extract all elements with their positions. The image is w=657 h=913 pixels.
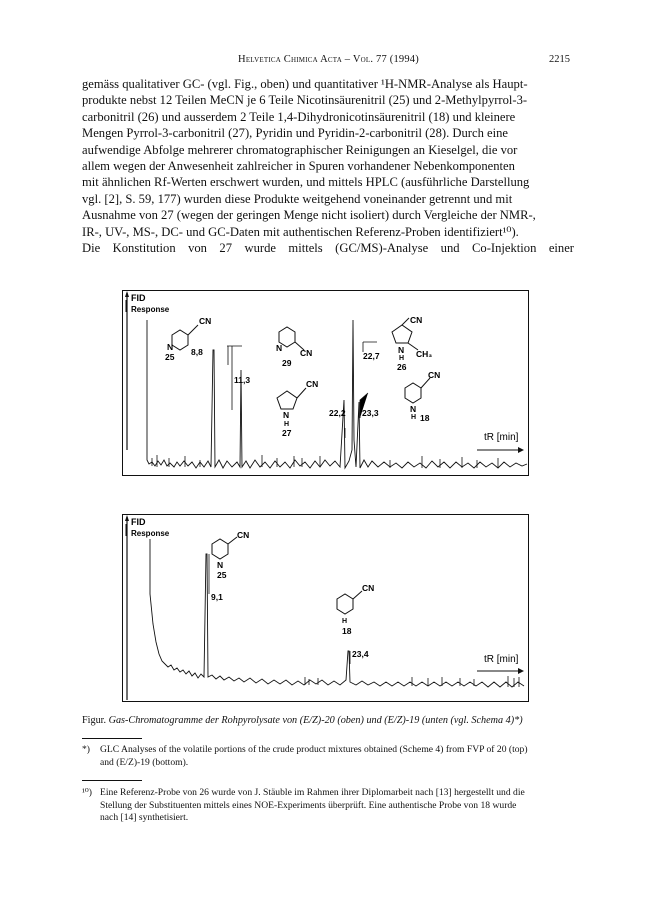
h-atom: H [284, 421, 290, 428]
cn-substituent: CN [428, 370, 441, 380]
compound-label: 27 [282, 428, 292, 438]
body-paragraph [82, 76, 574, 256]
body-line: vgl. [2], S. 59, 177) wurden diese Produkte weitgehend voneinander getrennt und mit [82, 191, 513, 206]
compound-label: 18 [342, 626, 352, 636]
y-axis-label: Response [131, 305, 170, 314]
cn-substituent: CN [306, 379, 319, 389]
cn-substituent: CN [199, 316, 212, 326]
running-header [0, 54, 657, 70]
footnote-star [82, 744, 574, 769]
compound-label: 26 [397, 362, 407, 372]
compound-label: 29 [282, 358, 292, 368]
peak-label: 8,8 [191, 347, 203, 357]
footnote-mark: ¹⁰) [82, 787, 92, 798]
compound-label: 25 [217, 570, 227, 580]
x-axis-label: tR [min] [484, 654, 519, 665]
body-line: allem wegen der Anwesenheit zahlreicher in Spuren vorhandener Nebenkomponenten [82, 159, 515, 174]
page-number: 2215 [549, 54, 570, 65]
n-atom: N [167, 342, 174, 352]
figure-caption [82, 714, 574, 727]
nh-atom: N [410, 404, 417, 414]
body-line: produkte nebst 12 Teilen MeCN je 6 Teile Nicotinsäurenitril (25) und 2-Methylpyrrol-3- [82, 93, 528, 108]
h-atom: H [342, 618, 348, 625]
peak-label: 11,3 [234, 375, 251, 385]
structure-25-bottom [212, 530, 249, 580]
chromatogram-top [122, 290, 530, 476]
body-line: mit ähnlichen Rf-Werten erschwert wurden, und mittels HPLC (ausführliche Darstellung [82, 175, 530, 190]
y-axis-label: Response [131, 529, 170, 538]
y-axis-label: FID [131, 517, 146, 527]
footnote-rule [82, 738, 142, 739]
footnote-10 [82, 787, 574, 825]
body-line: Mengen Pyrrol-3-carbonitril (27), Pyridin und Pyridin-2-carbonitril (28). Durch eine [82, 126, 508, 141]
body-line: Ausnahme von 27 (wegen der geringen Menge nicht isoliert) durch Vergleiche der NMR-, [82, 208, 536, 223]
peak-label: 23,3 [362, 408, 379, 418]
h-atom: H [399, 355, 405, 362]
body-line: Die Konstitution von 27 wurde mittels (GC/MS)-Analyse und Co-Injektion einer [82, 241, 574, 256]
h-atom: H [411, 414, 417, 421]
compound-label: 18 [420, 413, 430, 423]
peak-label: 22,2 [329, 408, 346, 418]
running-head: Helvetica Chimica Acta – Vol. 77 (1994) [238, 54, 419, 65]
footnote-text: Stellung der Substituenten mittels eines NOE-Experiments überprüft. Eine authentische Probe von 18 wurde [100, 799, 517, 811]
caption-prefix: Figur. [82, 715, 107, 726]
structure-25-top [167, 316, 211, 352]
footnote-mark: *) [82, 744, 90, 755]
y-axis-label: FID [131, 293, 146, 303]
n-atom: N [217, 560, 224, 570]
compound-label: 25 [165, 352, 175, 362]
x-axis-label: tR [min] [484, 432, 519, 443]
footnote-text: and (E/Z)-19 (bottom). [100, 756, 189, 768]
structure-27 [277, 379, 318, 438]
chromatogram-bottom-svg [122, 514, 530, 702]
cn-substituent: CN [410, 315, 423, 325]
footnote-text: Eine Referenz-Probe von 26 wurde von J. Stäuble im Rahmen ihrer Diplomarbeit nach [13] hergestellt und die [100, 787, 525, 798]
structure-26 [392, 315, 432, 372]
cn-substituent: CN [237, 530, 250, 540]
chromatogram-bottom [122, 514, 530, 702]
peak-label: 22,7 [363, 351, 380, 361]
footnote-text: nach [14] synthetisiert. [100, 812, 189, 823]
body-line: gemäss qualitativer GC- (vgl. Fig., oben) und quantitativer ¹H-NMR-Analyse als Haupt- [82, 77, 528, 91]
structure-18-top [405, 370, 440, 423]
body-line: carbonitril (26) und ausserdem 2 Teile 1,4-Dihydronicotinsäurenitril (18) und kleinere [82, 109, 516, 124]
structure-18-bottom [337, 583, 374, 636]
chromatogram-top-svg [122, 290, 530, 476]
nh-atom: N [283, 410, 290, 420]
cn-substituent: CN [300, 348, 313, 358]
body-line: IR-, UV-, MS-, DC- und GC-Daten mit authentischen Referenz-Proben identifiziert¹⁰). [82, 224, 519, 239]
body-line: aufwendige Abfolge mehrerer chromatographischer Reinigungen an Kieselgel, die vor [82, 142, 518, 157]
n-atom: N [276, 343, 283, 353]
structure-29 [276, 327, 312, 368]
cn-substituent: CN [362, 583, 375, 593]
peak-label: 9,1 [211, 592, 223, 602]
ch3-substituent: CH₃ [416, 349, 433, 359]
footnote-rule [82, 780, 142, 781]
caption-text: Gas-Chromatogramme der Rohpyrolysate von (E/Z)-20 (oben) und (E/Z)-19 (unten (vgl. Schema 4)*) [108, 715, 523, 726]
peak-label: 23,4 [352, 649, 369, 659]
footnote-text: GLC Analyses of the volatile portions of the crude product mixtures obtained (Scheme 4) from FVP of 20 (top) [100, 744, 528, 755]
nh-atom: N [398, 345, 405, 355]
